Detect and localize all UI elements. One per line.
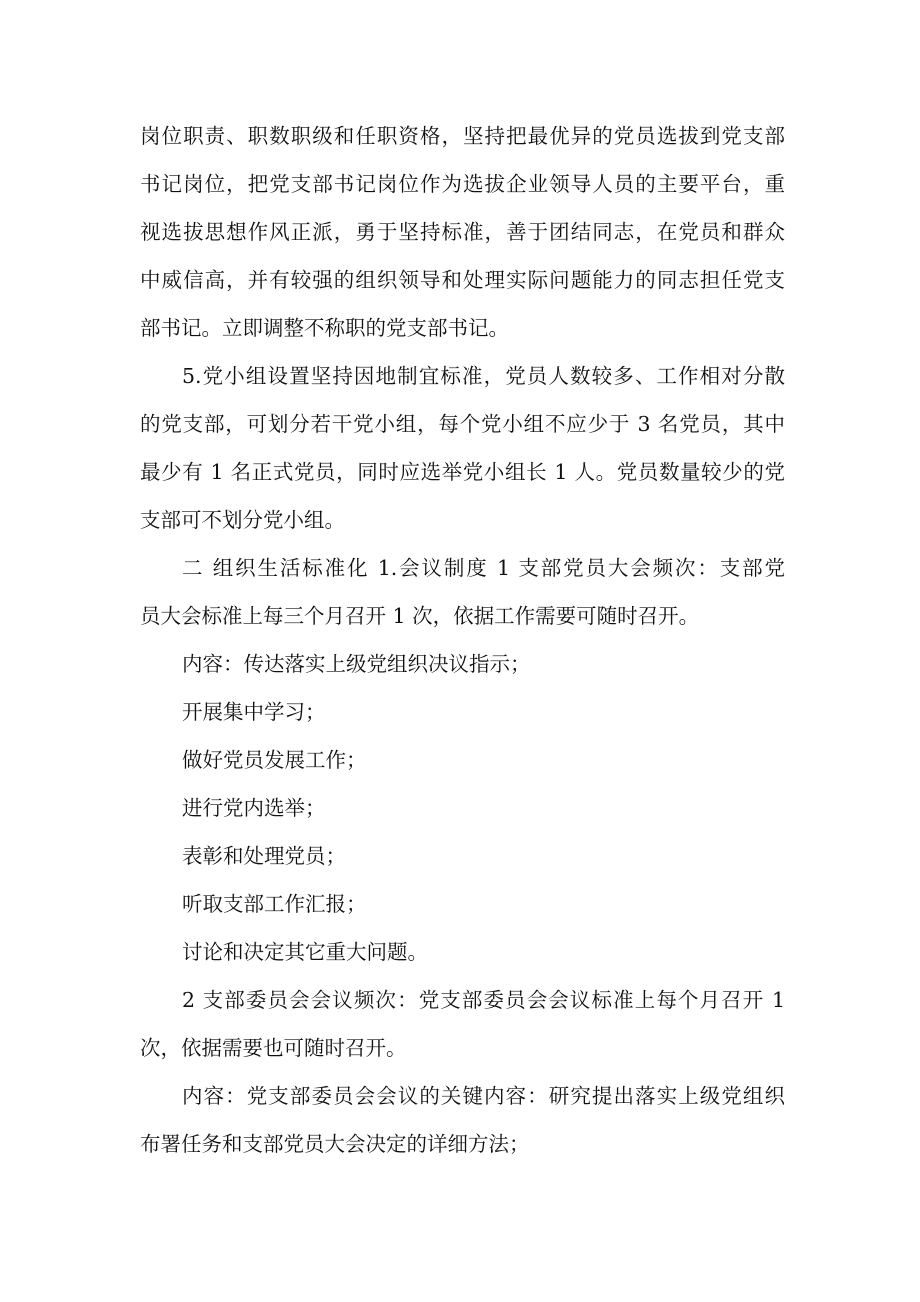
text-line: 视选拔思想作风正派，勇于坚持标准，善于团结同志，在党员和群众: [140, 220, 785, 244]
text-line: 员大会标准上每三个月召开 1 次，依据工作需要可随时召开。: [140, 604, 700, 628]
text-line: 进行党内选举；: [182, 796, 326, 820]
text-line: 中威信高，并有较强的组织领导和处理实际问题能力的同志担任党支: [140, 268, 785, 292]
text-line: 书记岗位，把党支部书记岗位作为选拔企业领导人员的主要平台，重: [140, 172, 785, 196]
text-line: 支部可不划分党小组。: [140, 508, 345, 532]
text-line: 的党支部，可划分若干党小组，每个党小组不应少于 3 名党员，其中: [140, 412, 785, 436]
text-line: 最少有 1 名正式党员，同时应选举党小组长 1 人。党员数量较少的党: [140, 460, 785, 484]
text-line: 内容：党支部委员会会议的关键内容：研究提出落实上级党组织: [182, 1084, 785, 1108]
text-line: 2 支部委员会会议频次：党支部委员会会议标准上每个月召开 1: [182, 988, 785, 1012]
text-line: 岗位职责、职数职级和任职资格，坚持把最优异的党员选拔到党支部: [140, 124, 785, 148]
text-line: 表彰和处理党员；: [182, 844, 346, 868]
text-line: 布署任务和支部党员大会决定的详细方法；: [140, 1132, 530, 1156]
text-line: 部书记。立即调整不称职的党支部书记。: [140, 316, 509, 340]
text-line: 讨论和决定其它重大问题。: [182, 940, 428, 964]
document-body: [140, 112, 785, 1168]
text-line: 次，依据需要也可随时召开。: [140, 1036, 407, 1060]
text-line: 5.党小组设置坚持因地制宜标准，党员人数较多、工作相对分散: [182, 364, 785, 388]
text-line: 做好党员发展工作；: [182, 748, 367, 772]
text-line: 听取支部工作汇报；: [182, 892, 367, 916]
text-line: 二 组织生活标准化 1.会议制度 1 支部党员大会频次：支部党: [182, 556, 785, 580]
text-line: 开展集中学习；: [182, 700, 326, 724]
text-line: 内容：传达落实上级党组织决议指示；: [182, 652, 531, 676]
